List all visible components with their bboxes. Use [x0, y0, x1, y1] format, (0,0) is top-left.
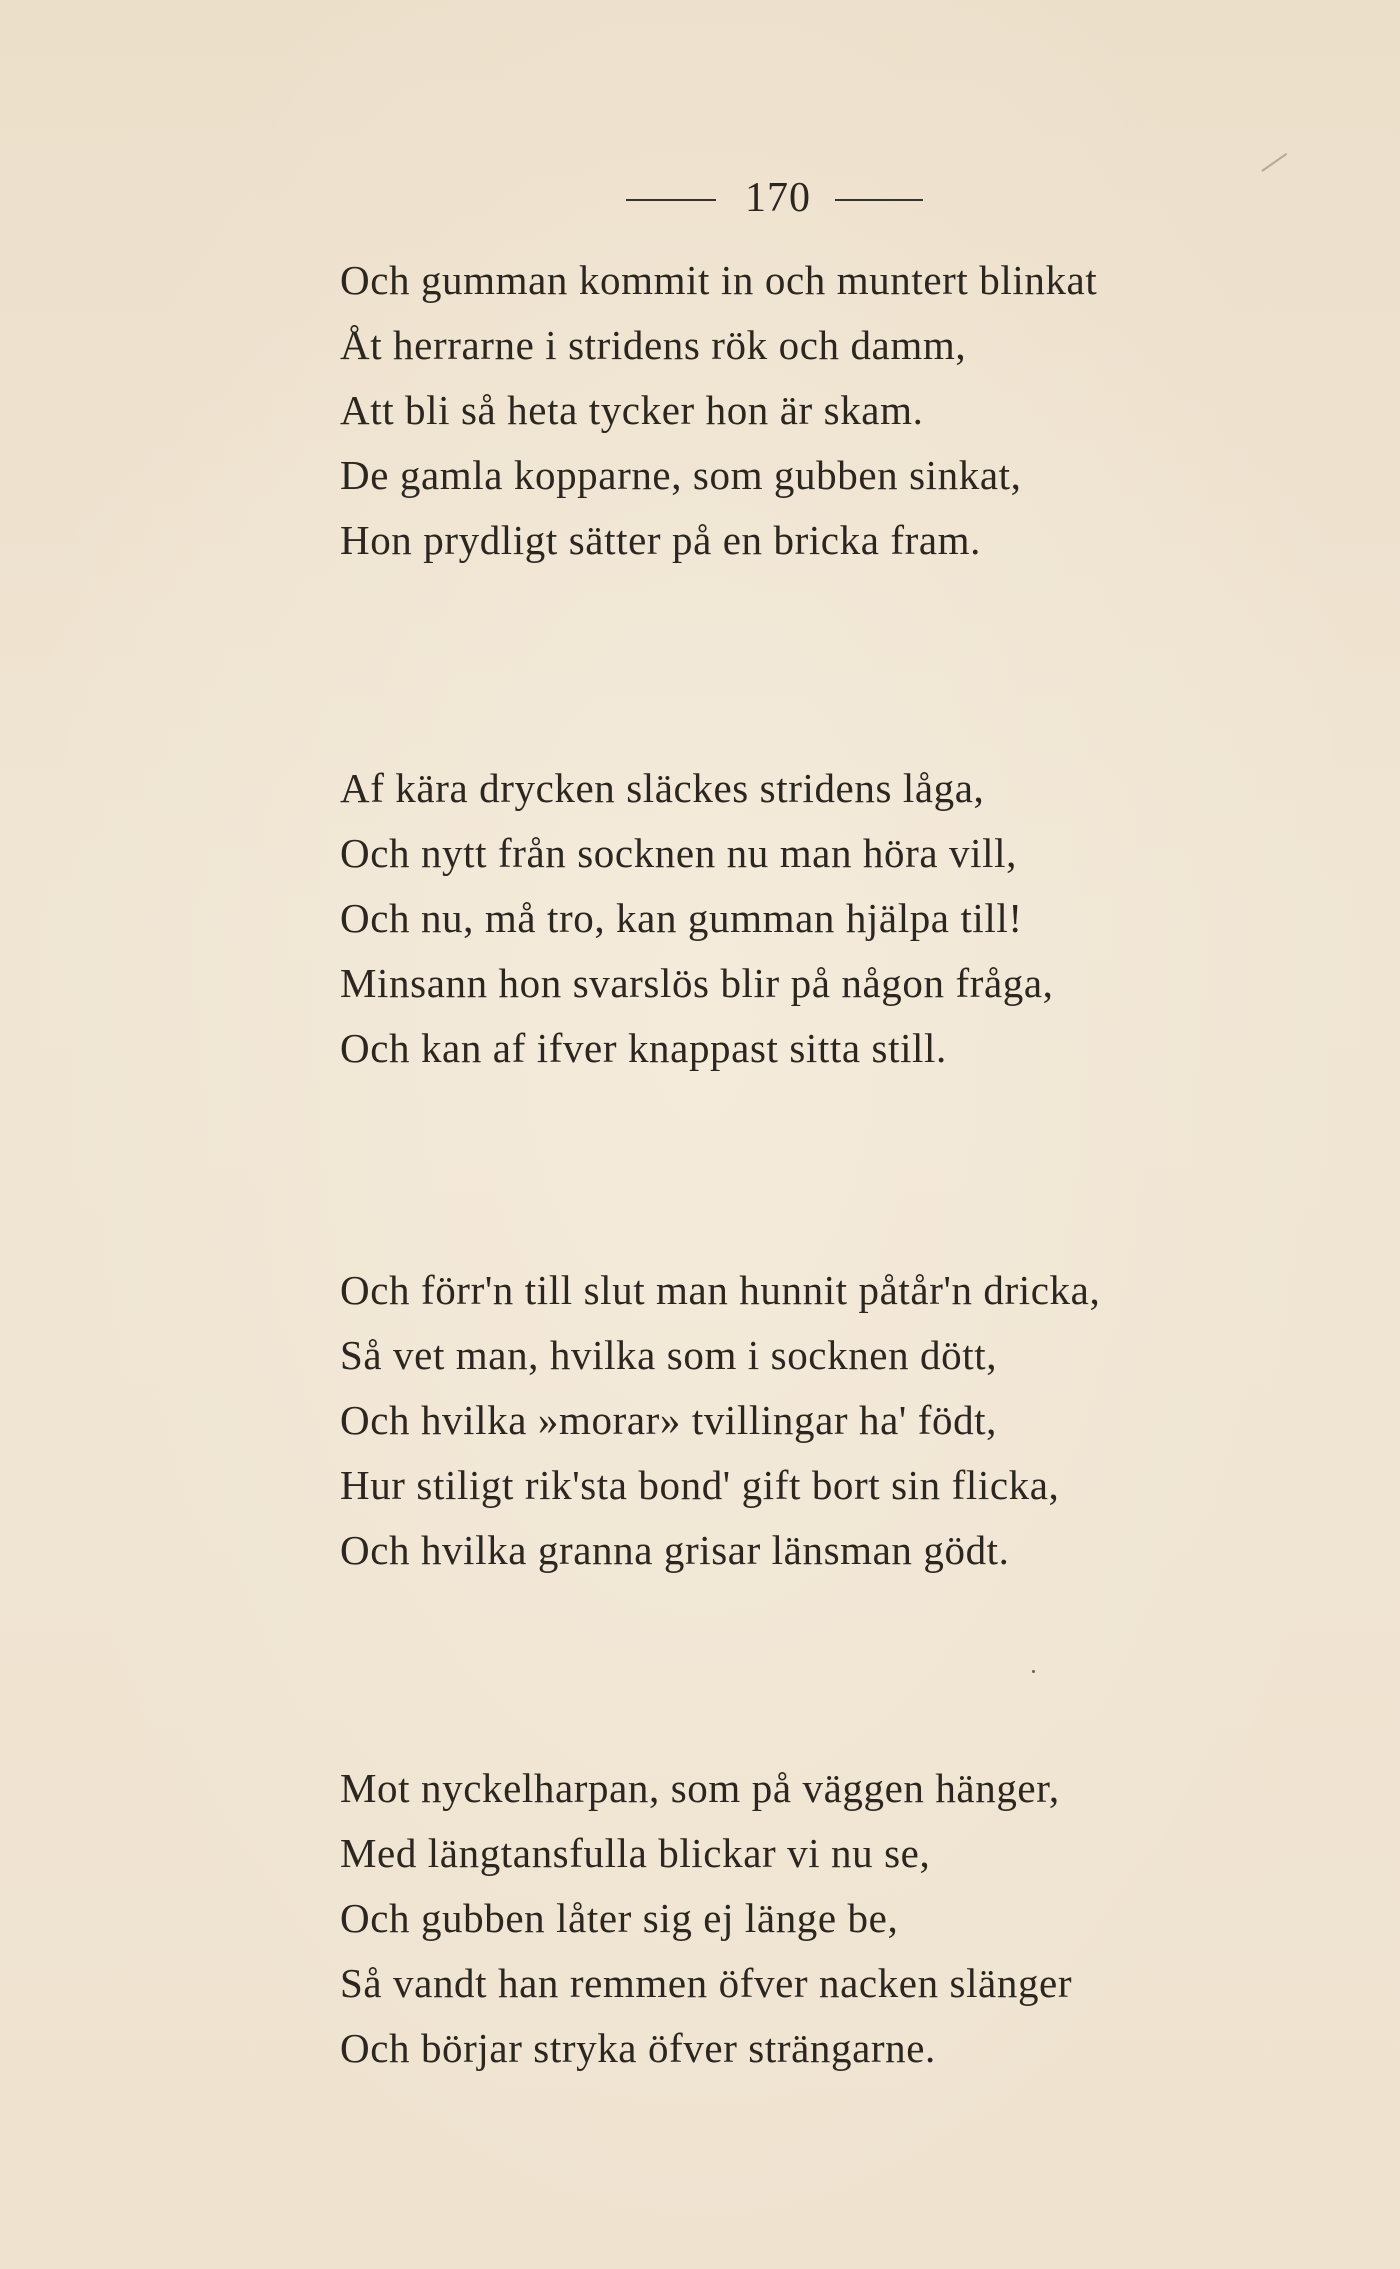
verse-line: Med längtansfulla blickar vi nu se,: [340, 1830, 931, 1876]
verse-line: Och gumman kommit in och muntert blinkat: [340, 257, 1098, 303]
stanza-2: [340, 756, 1360, 1081]
header-rule-left: [626, 199, 716, 201]
verse-line: Hon prydligt sätter på en bricka fram.: [340, 517, 982, 563]
verse-line: Och nu, må tro, kan gumman hjälpa till!: [340, 895, 1023, 941]
verse-line: Af kära drycken släckes stridens låga,: [340, 765, 985, 811]
verse-line: Och förr'n till slut man hunnit påtår'n dricka,: [340, 1267, 1101, 1313]
verse-line: Minsann hon svarslös blir på någon fråga,: [340, 960, 1054, 1006]
page-header: [0, 168, 1400, 228]
paper-speck: [1032, 1670, 1035, 1673]
verse-line: Och hvilka granna grisar länsman gödt.: [340, 1527, 1010, 1573]
stanza-3: [340, 1258, 1360, 1583]
verse-line: Och hvilka »morar» tvillingar ha' födt,: [340, 1397, 998, 1443]
verse-line: Och kan af ifver knappast sitta still.: [340, 1025, 947, 1071]
stanza-4: [340, 1756, 1360, 2081]
header-rule-right: [835, 199, 923, 201]
verse-line: Åt herrarne i stridens rök och damm,: [340, 322, 967, 368]
stanza-1: [340, 248, 1360, 573]
verse-line: Och börjar stryka öfver strängarne.: [340, 2025, 936, 2071]
verse-line: Mot nyckelharpan, som på väggen hänger,: [340, 1765, 1060, 1811]
verse-line: Så vandt han remmen öfver nacken slänger: [340, 1960, 1073, 2006]
verse-line: Och nytt från socknen nu man höra vill,: [340, 830, 1017, 876]
verse-line: Att bli så heta tycker hon är skam.: [340, 387, 924, 433]
page-number: 170: [745, 175, 811, 221]
verse-line: Så vet man, hvilka som i socknen dött,: [340, 1332, 998, 1378]
verse-line: De gamla kopparne, som gubben sinkat,: [340, 452, 1022, 498]
verse-line: Hur stiligt rik'sta bond' gift bort sin flicka,: [340, 1462, 1060, 1508]
verse-line: Och gubben låter sig ej länge be,: [340, 1895, 899, 1941]
